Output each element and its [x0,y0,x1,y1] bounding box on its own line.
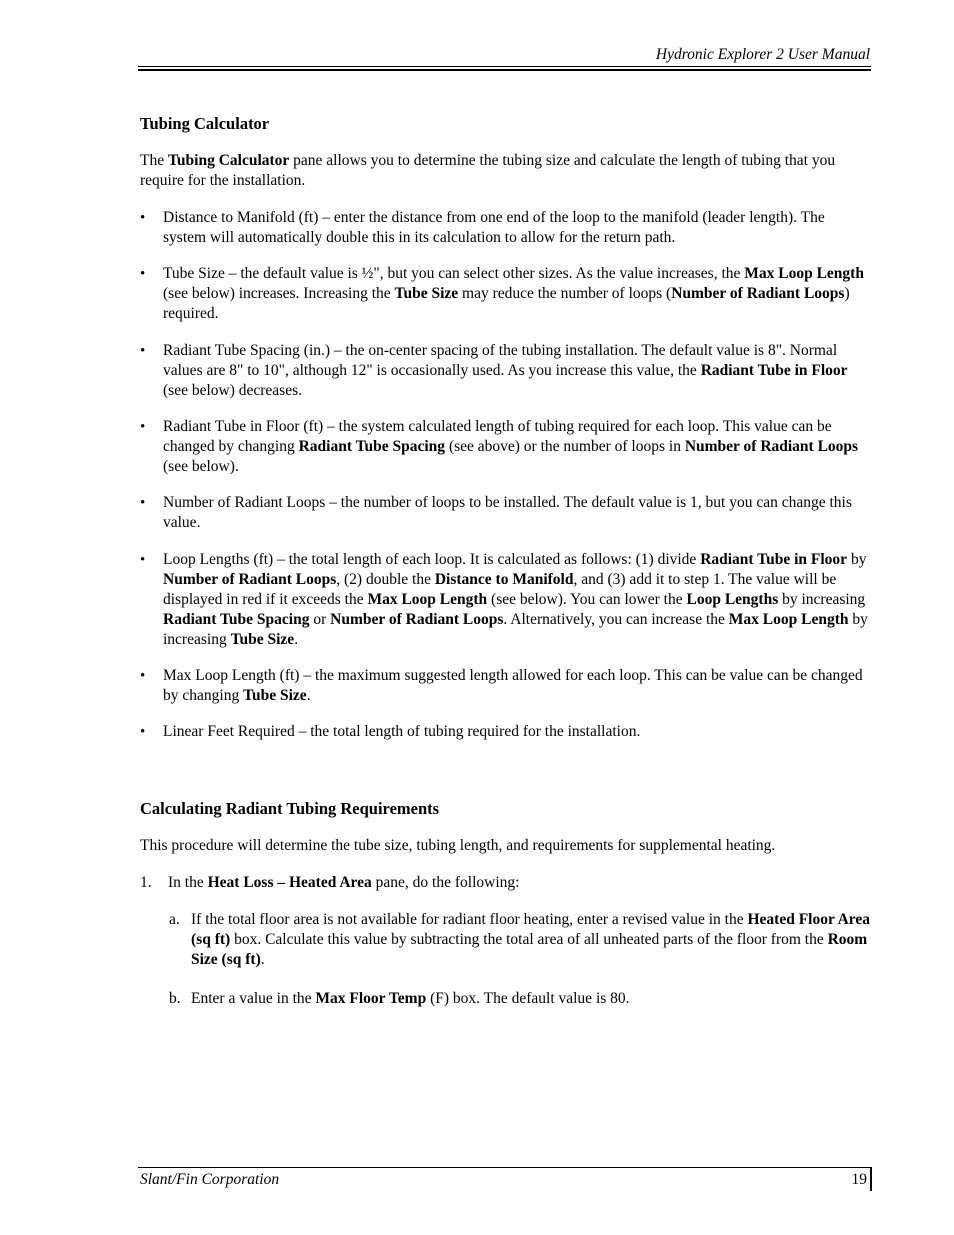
section-heading-tubing-calculator: Tubing Calculator [140,114,270,133]
bullet-icon: • [140,210,146,226]
footer-vertical-bar [870,1167,872,1191]
bullet-icon: • [140,724,146,740]
bullet-icon: • [140,668,146,684]
page-number: 19 [851,1171,867,1188]
footer-rule [138,1167,871,1168]
running-header-title: Hydronic Explorer 2 User Manual [655,46,870,63]
bullet-icon: • [140,419,146,435]
header-rule-thick [138,69,871,71]
procedure-intro: This procedure will determine the tube size, tubing length, and requirements for supplemental heating. [140,837,776,854]
section-heading-calculating-radiant-tubing: Calculating Radiant Tubing Requirements [140,799,440,818]
bullet-icon: • [140,495,146,511]
bullet-icon: • [140,552,146,568]
intro-paragraph: The Tubing Calculator pane allows you to determine the tubing size and calculate the length of tubing that you require for the installation. [140,152,836,189]
header-rule-thin [138,66,871,67]
bullet-icon: • [140,343,146,359]
footer-company: Slant/Fin Corporation [140,1171,280,1188]
bullet-icon: • [140,266,146,282]
